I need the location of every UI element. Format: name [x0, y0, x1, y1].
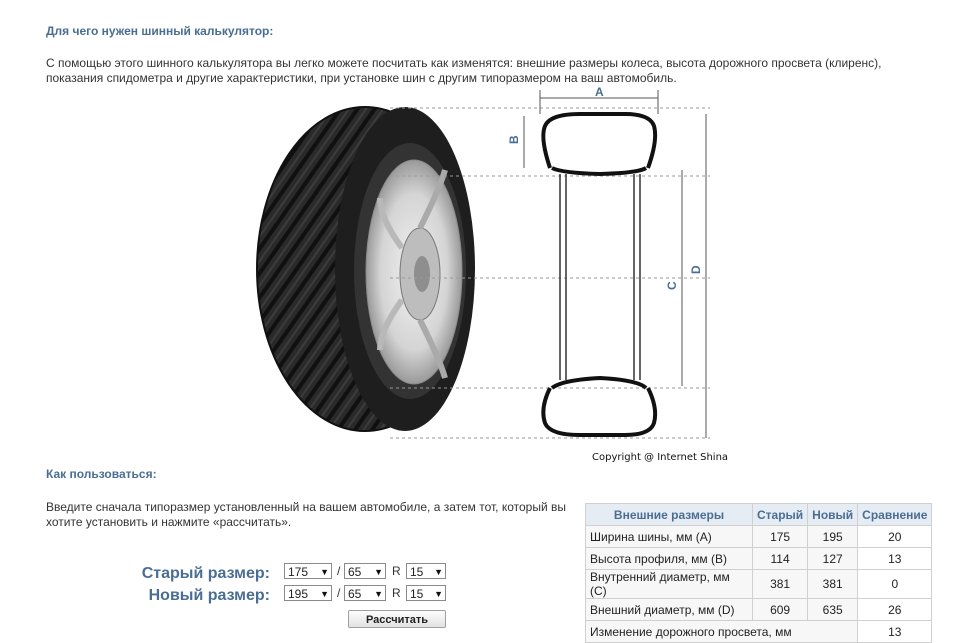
table-row — [586, 570, 932, 599]
old-size-label: Старый размер: — [141, 565, 270, 582]
chevron-down-icon: ▼ — [434, 567, 443, 577]
howto-title: Как пользоваться: — [46, 467, 157, 481]
row-name: Внешний диаметр, мм (D) — [586, 599, 753, 621]
new-slash: / — [337, 586, 341, 600]
old-width-select[interactable]: 175 ▼ — [284, 563, 332, 579]
tire-diagram — [240, 78, 720, 458]
row-diff: 26 — [858, 599, 932, 621]
dimension-label-d: D — [689, 265, 703, 274]
old-profile-select[interactable]: 65 ▼ — [344, 563, 386, 579]
old-size-row — [140, 563, 460, 581]
row-diff: 13 — [858, 548, 932, 570]
new-width-select[interactable]: 195 ▼ — [284, 585, 332, 601]
row-diff: 20 — [858, 526, 932, 548]
new-rim-select[interactable]: 15 ▼ — [406, 585, 446, 601]
table-row — [586, 526, 932, 548]
chevron-down-icon: ▼ — [374, 589, 383, 599]
row-new: 635 — [808, 599, 858, 621]
howto-text-line2: хотите установить и нажмите «рассчитать». — [46, 515, 292, 529]
row-old: 609 — [753, 599, 808, 621]
new-size-label: Новый размер: — [148, 587, 270, 604]
results-table — [585, 503, 932, 643]
table-row — [586, 548, 932, 570]
row-diff: 13 — [858, 621, 932, 643]
dimension-label-c: C — [665, 281, 679, 290]
chevron-down-icon: ▼ — [320, 567, 329, 577]
old-slash: / — [337, 564, 341, 578]
row-old: 381 — [753, 570, 808, 599]
tire-image — [257, 107, 475, 431]
chevron-down-icon: ▼ — [374, 567, 383, 577]
results-header-row — [586, 504, 932, 526]
new-profile-select[interactable]: 65 ▼ — [344, 585, 386, 601]
row-name: Внутренний диаметр, мм (C) — [586, 570, 753, 599]
row-name: Высота профиля, мм (B) — [586, 548, 753, 570]
row-old: 114 — [753, 548, 808, 570]
chevron-down-icon: ▼ — [434, 589, 443, 599]
old-r-label: R — [392, 564, 401, 578]
diagram-copyright: Copyright @ Internet Shina — [592, 452, 729, 463]
new-r-label: R — [392, 586, 401, 600]
old-rim-select[interactable]: 15 ▼ — [406, 563, 446, 579]
results-header-old: Старый — [753, 504, 808, 526]
intro-text-line1: С помощью этого шинного калькулятора вы легко можете посчитать как изменятся: внешние размеры колеса, высота дорожного просвета (клиренс), — [46, 56, 882, 70]
dimension-label-b: B — [507, 135, 521, 144]
row-old: 175 — [753, 526, 808, 548]
table-row — [586, 621, 932, 643]
howto-text-line1: Введите сначала типоразмер установленный на вашем автомобиле, а затем тот, который вы — [46, 500, 567, 514]
intro-title: Для чего нужен шинный калькулятор: — [46, 24, 274, 38]
intro-text-line2: показания спидометра и другие характеристики, при установке шин с другим типоразмером на ваш автомобиль. — [46, 71, 677, 85]
chevron-down-icon: ▼ — [320, 589, 329, 599]
results-header-name: Внешние размеры — [586, 504, 753, 526]
new-size-row — [140, 585, 460, 603]
row-name: Ширина шины, мм (A) — [586, 526, 753, 548]
row-diff: 0 — [858, 570, 932, 599]
results-header-diff: Сравнение — [858, 504, 932, 526]
calculate-button[interactable]: Рассчитать — [348, 610, 446, 628]
results-header-new: Новый — [808, 504, 858, 526]
row-new: 127 — [808, 548, 858, 570]
row-name: Изменение дорожного просвета, мм — [586, 621, 858, 643]
row-new: 381 — [808, 570, 858, 599]
table-row — [586, 599, 932, 621]
dimension-label-a: A — [595, 85, 604, 99]
row-new: 195 — [808, 526, 858, 548]
